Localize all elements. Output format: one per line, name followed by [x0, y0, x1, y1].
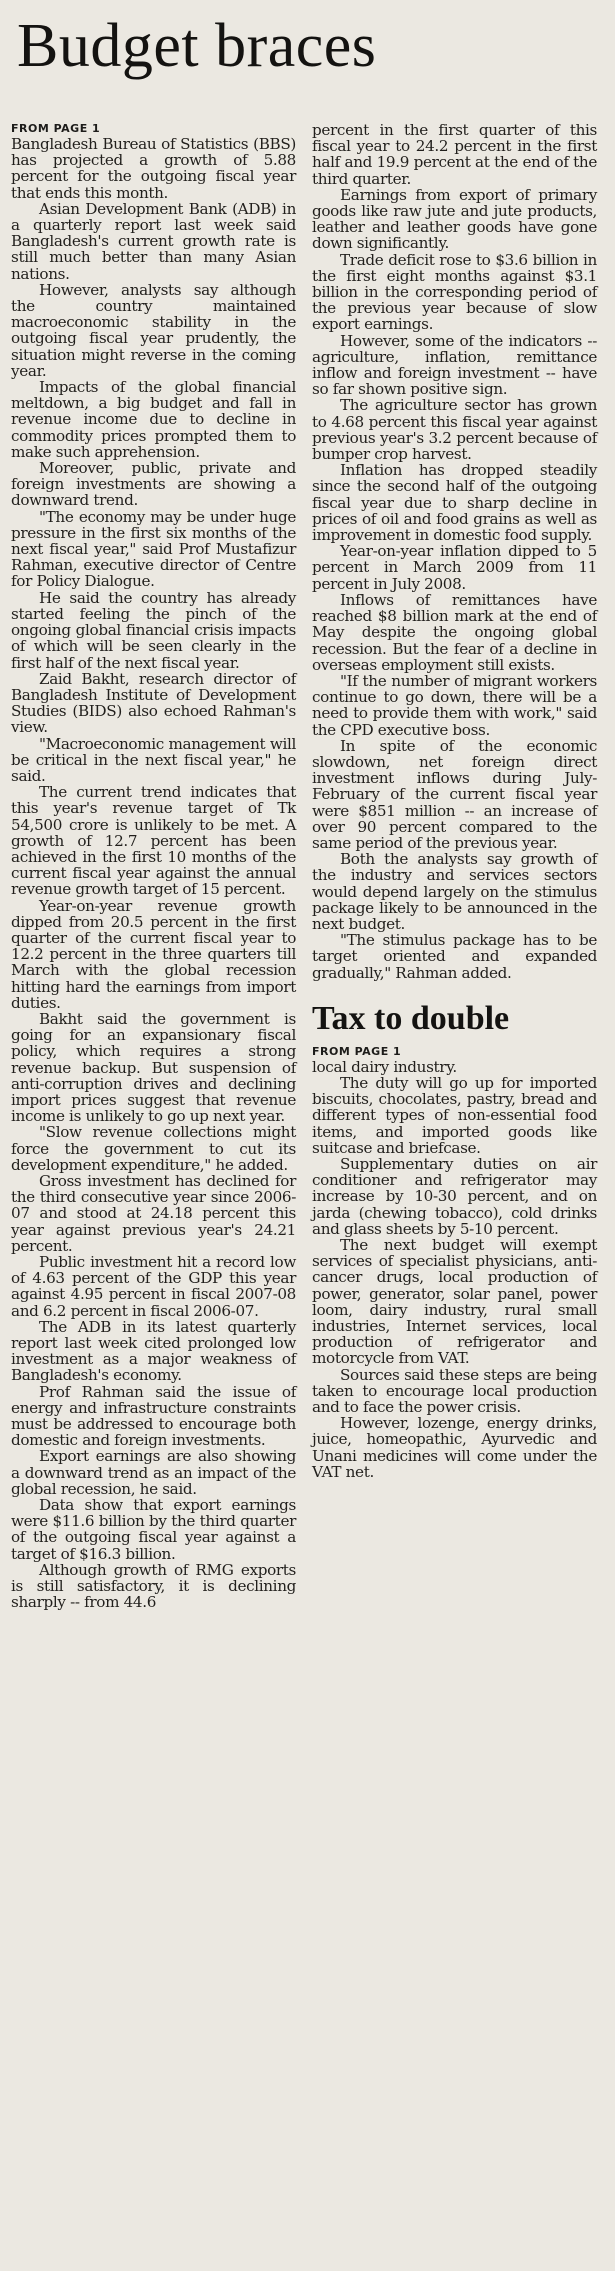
kicker: FROM PAGE 1	[11, 122, 101, 135]
paragraph: However, analysts say although the country maintained macroeconomic stability in the outgoing fiscal year prudently, the situation might reverse in the coming year.	[11, 280, 296, 380]
paragraph: Earnings from export of primary goods like raw jute and jute products, leather and leather goods have gone down significantly.	[312, 185, 597, 253]
paragraph: Sources said these steps are being taken to encourage local production and to face the power crisis.	[312, 1365, 597, 1417]
paragraph: percent in the first quarter of this fiscal year to 24.2 percent in the first half and 19.9 percent at the end of the third quarter.	[312, 121, 597, 188]
paragraph: Moreover, public, private and foreign investments are showing a downward trend.	[11, 459, 296, 510]
paragraph: Gross investment has declined for the third consecutive year since 2006-07 and stood at 24.18 percent this year against previous year's 24.21 percent.	[11, 1172, 296, 1255]
subheadline: Tax to double	[312, 999, 510, 1037]
headline: Budget braces	[17, 12, 377, 80]
paragraph: Export earnings are also showing a downward trend as an impact of the global recession, he said.	[11, 1447, 296, 1498]
article-body-right	[312, 122, 597, 981]
column-left	[11, 122, 296, 1610]
paragraph: However, lozenge, energy drinks, juice, homeopathic, Ayurvedic and Unani medicines will come under the VAT net.	[312, 1414, 597, 1481]
paragraph: Zaid Bakht, research director of Bangladesh Institute of Development Studies (BIDS) also echoed Rahman's view.	[11, 669, 296, 737]
paragraph: Prof Rahman said the issue of energy and infrastructure constraints must be addressed to encourage both domestic and foreign investments.	[11, 1382, 296, 1450]
paragraph: Although growth of RMG exports is still satisfactory, it is declining sharply -- from 44.6	[11, 1560, 296, 1612]
paragraph: Asian Development Bank (ADB) in a quarterly report last week said Bangladesh's current growth rate is still much better than many Asian nations.	[11, 199, 296, 283]
paragraph: "The economy may be under huge pressure in the first six months of the next fiscal year," said Prof Mustafizur Rahman, executive director of Centre for Policy Dialogue.	[11, 507, 296, 591]
paragraph: Inflation has dropped steadily since the second half of the outgoing fiscal year due to sharp decline in prices of oil and food grains as well as improvement in domestic food supply.	[312, 461, 597, 545]
column-right	[312, 122, 597, 1610]
paragraph: The next budget will exempt services of specialist physicians, anti-cancer drugs, local production of power, generator, solar panel, power loom, dairy industry, rural small industries, Internet services, local production of refrigerator and motorcycle from VAT.	[312, 1236, 597, 1368]
paragraph: Trade deficit rose to $3.6 billion in the first eight months against $3.1 billion in the corresponding period of the previous year because of slow export earnings.	[312, 250, 597, 334]
paragraph: The duty will go up for imported biscuits, chocolates, pastry, bread and different types of non-essential food items, and imported goods like suitcase and briefcase.	[312, 1073, 597, 1157]
paragraph: However, some of the indicators -- agriculture, inflation, remittance inflow and foreign investment -- have so far shown positive sign.	[312, 331, 597, 399]
article-body-tax	[312, 1059, 597, 1480]
paragraph: Data show that export earnings were $11.6 billion by the third quarter of the outgoing fiscal year against a target of $16.3 billion.	[11, 1496, 296, 1563]
paragraph: "The stimulus package has to be target oriented and expanded gradually," Rahman added.	[312, 931, 597, 982]
paragraph: Inflows of remittances have reached $8 billion mark at the end of May despite the ongoing global recession. But the fear of a decline in overseas employment still exists.	[312, 590, 597, 674]
newspaper-clipping	[0, 14, 615, 2271]
paragraph: Year-on-year revenue growth dipped from 20.5 percent in the first quarter of the current fiscal year to 12.2 percent in the three quarters till March with the global recession hitting hard the earnings from import duties.	[11, 896, 296, 1012]
paragraph: Bakht said the government is going for an expansionary fiscal policy, which requires a strong revenue backup. But suspension of anti-corruption drives and declining import prices suggest that revenue income is unlikely to go up next year.	[11, 1009, 296, 1126]
paragraph: Both the analysts say growth of the industry and services sectors would depend largely on the stimulus package likely to be announced in the next budget.	[312, 850, 597, 933]
paragraph: local dairy industry.	[312, 1057, 457, 1076]
paragraph: "If the number of migrant workers continue to go down, there will be a need to provide them with work," said the CPD executive boss.	[312, 671, 597, 739]
paragraph: He said the country has already started feeling the pinch of the ongoing global financial crisis impacts of which will be seen clearly in the first half of the next fiscal year.	[11, 588, 296, 672]
kicker-2: FROM PAGE 1	[312, 1044, 402, 1058]
paragraph: In spite of the economic slowdown, net foreign direct investment inflows during July-February of the current fiscal year were $851 million -- an increase of over 90 percent compared to the same period of the previous year.	[312, 736, 597, 852]
paragraph: "Slow revenue collections might force the government to cut its development expenditure," he added.	[11, 1123, 296, 1174]
paragraph: Impacts of the global financial meltdown, a big budget and fall in revenue income due to decline in commodity prices prompted them to make such apprehension.	[11, 378, 296, 461]
paragraph: Supplementary duties on air conditioner and refrigerator may increase by 10-30 percent, and on jarda (chewing tobacco), cold drinks and glass sheets by 5-10 percent.	[312, 1154, 597, 1238]
paragraph: The ADB in its latest quarterly report last week cited prolonged low investment as a major weakness of Bangladesh's economy.	[11, 1317, 296, 1385]
paragraph: "Macroeconomic management will be critical in the next fiscal year," he said.	[11, 734, 296, 785]
paragraph: The agriculture sector has grown to 4.68 percent this fiscal year against previous year's 3.2 percent because of bumper crop harvest.	[312, 396, 597, 464]
paragraph: The current trend indicates that this year's revenue target of Tk 54,500 crore is unlikely to be met. A growth of 12.7 percent has been achieved in the first 10 months of the current fiscal year against the annual revenue growth target of 15 percent.	[11, 783, 296, 899]
paragraph: Bangladesh Bureau of Statistics (BBS) has projected a growth of 5.88 percent for the outgoing fiscal year that ends this month.	[11, 135, 296, 202]
article-body-left	[11, 136, 296, 1610]
paragraph: Public investment hit a record low of 4.63 percent of the GDP this year against 4.95 percent in fiscal 2007-08 and 6.2 percent in fiscal 2006-07.	[11, 1253, 296, 1320]
paragraph: Year-on-year inflation dipped to 5 percent in March 2009 from 11 percent in July 2008.	[312, 542, 597, 593]
